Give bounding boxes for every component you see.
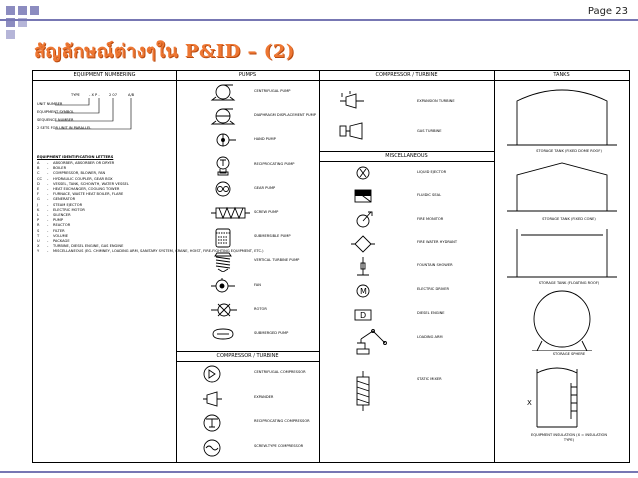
misc-label: LOADING ARM bbox=[417, 335, 443, 339]
id-letter: C bbox=[37, 171, 40, 176]
id-description: ABSORBER, ABSORBER OR DRYER bbox=[53, 161, 115, 165]
id-description: HYDRAULIC COUPLER, GEAR BOX bbox=[53, 176, 113, 181]
id-letter: D bbox=[37, 181, 40, 186]
id-description: TURBINE, DIESEL ENGINE, GAS ENGINE bbox=[53, 244, 124, 249]
gas-turbine-icon bbox=[338, 121, 368, 141]
expansion-turbine-icon bbox=[338, 91, 368, 111]
identification-heading: EQUIPMENT IDENTIFICATION LETTERS bbox=[37, 155, 114, 159]
misc-label: LIQUID EJECTOR bbox=[417, 170, 447, 174]
misc-label: FIRE MONITOR bbox=[417, 217, 444, 221]
id-letter: A bbox=[37, 161, 40, 165]
fan-icon bbox=[209, 277, 253, 297]
id-description: HEAT EXCHANGER, COOLING TOWER bbox=[53, 187, 120, 191]
id-dash: - bbox=[47, 233, 49, 238]
id-dash: - bbox=[47, 244, 49, 249]
id-dash: - bbox=[47, 161, 49, 165]
turbine-label: GAS TURBINE bbox=[417, 129, 442, 133]
tank-label: STORAGE SPHERE bbox=[552, 352, 586, 356]
id-dash: - bbox=[47, 166, 49, 171]
id-description: PACKAGE bbox=[53, 239, 70, 243]
pump-label: SCREW PUMP bbox=[254, 210, 279, 214]
loading-arm-icon bbox=[351, 329, 391, 357]
misc-label: STATIC MIXER bbox=[417, 377, 442, 381]
id-letter: S bbox=[37, 228, 40, 233]
submersible-pump-icon bbox=[209, 228, 253, 248]
expander-icon bbox=[201, 389, 227, 409]
compressor-label: CENTRIFUGAL COMPRESSOR bbox=[254, 370, 306, 374]
fountain-shower-icon bbox=[351, 257, 391, 277]
hand-pump-icon bbox=[209, 131, 253, 151]
id-letter: E bbox=[37, 187, 40, 191]
id-letter: CC bbox=[37, 176, 43, 181]
electric-driver-icon bbox=[351, 281, 391, 301]
tanks-header: TANKS bbox=[494, 71, 629, 81]
pump-label: DIAPHRAGM DISPLACEMENT PUMP bbox=[254, 113, 316, 118]
id-dash: - bbox=[47, 192, 49, 197]
id-letter: L bbox=[37, 213, 40, 217]
id-letter: F bbox=[37, 192, 40, 197]
insulated-vessel-icon bbox=[507, 367, 619, 431]
pump-label: SUBMERGED PUMP bbox=[254, 331, 289, 335]
pumps-header: PUMPS bbox=[176, 71, 319, 81]
id-letter: K bbox=[37, 207, 40, 212]
equipment-symbol-label: EQUIPMENT SYMBOL bbox=[37, 110, 75, 114]
fire-hydrant-icon bbox=[351, 234, 391, 254]
id-description: FILTER bbox=[53, 228, 65, 233]
cone-roof-tank-icon bbox=[507, 159, 619, 215]
fluidic-seal-icon bbox=[351, 187, 391, 205]
centrifugal-pump-icon bbox=[209, 83, 253, 103]
id-dash: - bbox=[47, 202, 49, 207]
id-letter: J bbox=[37, 202, 39, 207]
pid-legend-sheet: EQUIPMENT NUMBERING PUMPS COMPRESSOR / TURBINE TANKS MISCELLANEOUS COMPRESSOR / TURBINE TYPE - X P - 2 07 A/B UNIT NUMBER EQUIPMENT SYMBOL SEQUENCE NUMBER 2 SETS FOR UNIT IN PARALLEL EQUIPMENT IDENTIFICATION LETTERS A - ABSORBER, ABSORBER OR DRYER B - BOILER C - COMPRESSOR, BLOWER, FAN CC - HYDRAULIC COUPLER, GEAR BOX D - VESSEL, TANK, SCHOWTH, WATER VESSEL E - HEAT EXCHANGER, COOLING TOWER F - FURNACE, WASTE HEAT BOILER, FLARE G - GENERATOR J - STEAM EJECTOR K - ELECTRIC MOTOR L - SILENCER P - PUMP R - REACTOR S - FILTER T - VOLUME U - PACKAGE X - TURBINE, DIESEL ENGINE, GAS ENGINE Y - MISCELLANEOUS (EG. CHIMNEY, LOADING ARM, SANITARY SYSTEM, CRANE, HOIST, FIRE-FIGHTING EQUIPMENT, ETC.) CENTRIFUGAL PUMP DIAPHRAGM DISPLACEMENT PUMP HAND PUMP RECIPROCATING PUMP GEAR PUMP SCREW PUMP SUBMERSIBLE PUMP VERTICAL TURBINE PUMP FAN ROTOR SUBMERGED PUMP CENTRIFUGAL COMPRESSOR EXPANDER RECIPROCATING COMPRESSOR SCREW-TYPE COMPRESSOR EXPANSION TURBINE GAS TURBINE LIQUID EJECTOR FLUIDIC SEAL FIRE MONITOR FIRE WATER HYDRANT FOUNTAIN SHOWER M ELECTRIC DRIVER D DIESEL ENGINE LOADING ARM STATIC MIXER STORAGE TANK (FIXED DOME ROOF) STORAGE TANK (FIXED CONE) STORAGE TANK (FLOATING ROOF) STORAGE SPHERE X EQUIPMENT INSULATION (X = INSULATION TYPE) bbox=[32, 70, 630, 463]
id-dash: - bbox=[47, 228, 49, 233]
pump-label: GEAR PUMP bbox=[254, 185, 276, 190]
id-description: ELECTRIC MOTOR bbox=[53, 207, 85, 212]
pump-label: RECIPROCATING PUMP bbox=[254, 161, 295, 166]
driver-mark: D bbox=[360, 311, 367, 320]
pump-label: SUBMERSIBLE PUMP bbox=[254, 234, 291, 239]
id-dash: - bbox=[47, 187, 49, 191]
tank-label: STORAGE TANK (FLOATING ROOF) bbox=[538, 281, 600, 285]
id-dash: - bbox=[47, 207, 49, 212]
tank-label: EQUIPMENT INSULATION (X = INSULATION TYPE) bbox=[530, 433, 608, 442]
pump-label: CENTRIFUGAL PUMP bbox=[254, 89, 291, 93]
miscellaneous-header: MISCELLANEOUS bbox=[319, 151, 494, 162]
slide-title: สัญลักษณ์ต่างๆใน P&ID – (2) bbox=[34, 41, 295, 62]
parallel-note: 2 SETS FOR UNIT IN PARALLEL bbox=[37, 126, 92, 130]
screw-pump-icon bbox=[209, 204, 253, 224]
id-description: MISCELLANEOUS (EG. CHIMNEY, LOADING ARM, SANITARY SYSTEM, CRANE, HOIST, FIRE-FIGHTING EQUIPMENT, ETC.) bbox=[53, 249, 264, 254]
compressor-label: EXPANDER bbox=[254, 394, 274, 399]
id-letter: T bbox=[37, 233, 40, 238]
pump-label: HAND PUMP bbox=[254, 137, 276, 142]
fire-monitor-icon bbox=[351, 211, 391, 231]
id-description: PUMP bbox=[53, 218, 64, 223]
id-dash: - bbox=[47, 218, 49, 223]
dome-roof-tank-icon bbox=[507, 83, 619, 147]
pump-label: VERTICAL TURBINE PUMP bbox=[254, 258, 300, 263]
page-number: Page 23 bbox=[587, 6, 628, 17]
id-dash: - bbox=[47, 181, 49, 186]
id-description: SILENCER bbox=[53, 213, 71, 217]
id-letter: G bbox=[37, 197, 40, 202]
screw-compressor-icon bbox=[201, 438, 227, 458]
compressor-turbine-header: COMPRESSOR / TURBINE bbox=[319, 71, 494, 81]
compressor-label: RECIPROCATING COMPRESSOR bbox=[254, 419, 310, 423]
static-mixer-icon bbox=[351, 371, 391, 411]
id-letter: R bbox=[37, 223, 40, 228]
diaphragm-pump-icon bbox=[209, 107, 253, 127]
id-description: FURNACE, WASTE HEAT BOILER, FLARE bbox=[53, 192, 124, 197]
id-letter: B bbox=[37, 166, 40, 171]
id-description: GENERATOR bbox=[53, 197, 76, 202]
pump-label: FAN bbox=[254, 282, 261, 287]
misc-label: FLUIDIC SEAL bbox=[417, 193, 442, 197]
storage-sphere-icon bbox=[507, 289, 619, 351]
tank-label: STORAGE TANK (FIXED DOME ROOF) bbox=[536, 149, 602, 153]
diesel-engine-icon bbox=[351, 305, 391, 325]
misc-label: DIESEL ENGINE bbox=[417, 311, 445, 315]
insulation-mark: X bbox=[527, 399, 532, 407]
submerged-pump-icon bbox=[209, 325, 253, 345]
header-rule bbox=[0, 19, 638, 21]
id-letter: X bbox=[37, 244, 40, 249]
id-letter: P bbox=[37, 218, 40, 223]
id-description: REACTOR bbox=[53, 223, 71, 228]
id-dash: - bbox=[47, 171, 49, 176]
turbine-label: EXPANSION TURBINE bbox=[417, 99, 455, 103]
gear-pump-icon bbox=[209, 180, 253, 200]
misc-label: ELECTRIC DRIVER bbox=[417, 287, 450, 291]
id-description: BOILER bbox=[53, 166, 67, 171]
compressor-label: SCREW-TYPE COMPRESSOR bbox=[254, 443, 304, 448]
misc-label: FIRE WATER HYDRANT bbox=[417, 240, 458, 244]
id-dash: - bbox=[47, 213, 49, 217]
misc-label: FOUNTAIN SHOWER bbox=[417, 263, 453, 267]
id-description: COMPRESSOR, BLOWER, FAN bbox=[53, 171, 106, 176]
id-description: STEAM EJECTOR bbox=[53, 202, 83, 207]
sequence-number-label: SEQUENCE NUMBER bbox=[37, 118, 74, 122]
footer-rule bbox=[0, 471, 638, 473]
compressor-turbine-bottom-header: COMPRESSOR / TURBINE bbox=[176, 351, 319, 362]
id-dash: - bbox=[47, 176, 49, 181]
floating-roof-tank-icon bbox=[507, 227, 619, 279]
id-dash: - bbox=[47, 223, 49, 228]
id-letter: Y bbox=[37, 249, 40, 254]
vertical-turbine-pump-icon bbox=[209, 252, 253, 272]
reciprocating-compressor-icon bbox=[201, 413, 227, 433]
id-description: VOLUME bbox=[53, 233, 69, 238]
tank-label: STORAGE TANK (FIXED CONE) bbox=[542, 217, 596, 221]
pump-label: ROTOR bbox=[254, 306, 267, 311]
equipment-numbering-header: EQUIPMENT NUMBERING bbox=[33, 71, 176, 81]
liquid-ejector-icon bbox=[351, 164, 391, 182]
id-dash: - bbox=[47, 197, 49, 202]
unit-number-label: UNIT NUMBER bbox=[37, 102, 63, 106]
id-dash: - bbox=[47, 249, 49, 254]
id-letter: U bbox=[37, 239, 40, 243]
id-dash: - bbox=[47, 239, 49, 243]
id-description: VESSEL, TANK, SCHOWTH, WATER VESSEL bbox=[53, 181, 129, 186]
driver-mark: M bbox=[360, 287, 367, 296]
centrifugal-compressor-icon bbox=[201, 364, 227, 384]
rotor-icon bbox=[209, 301, 253, 321]
reciprocating-pump-icon bbox=[209, 156, 253, 176]
